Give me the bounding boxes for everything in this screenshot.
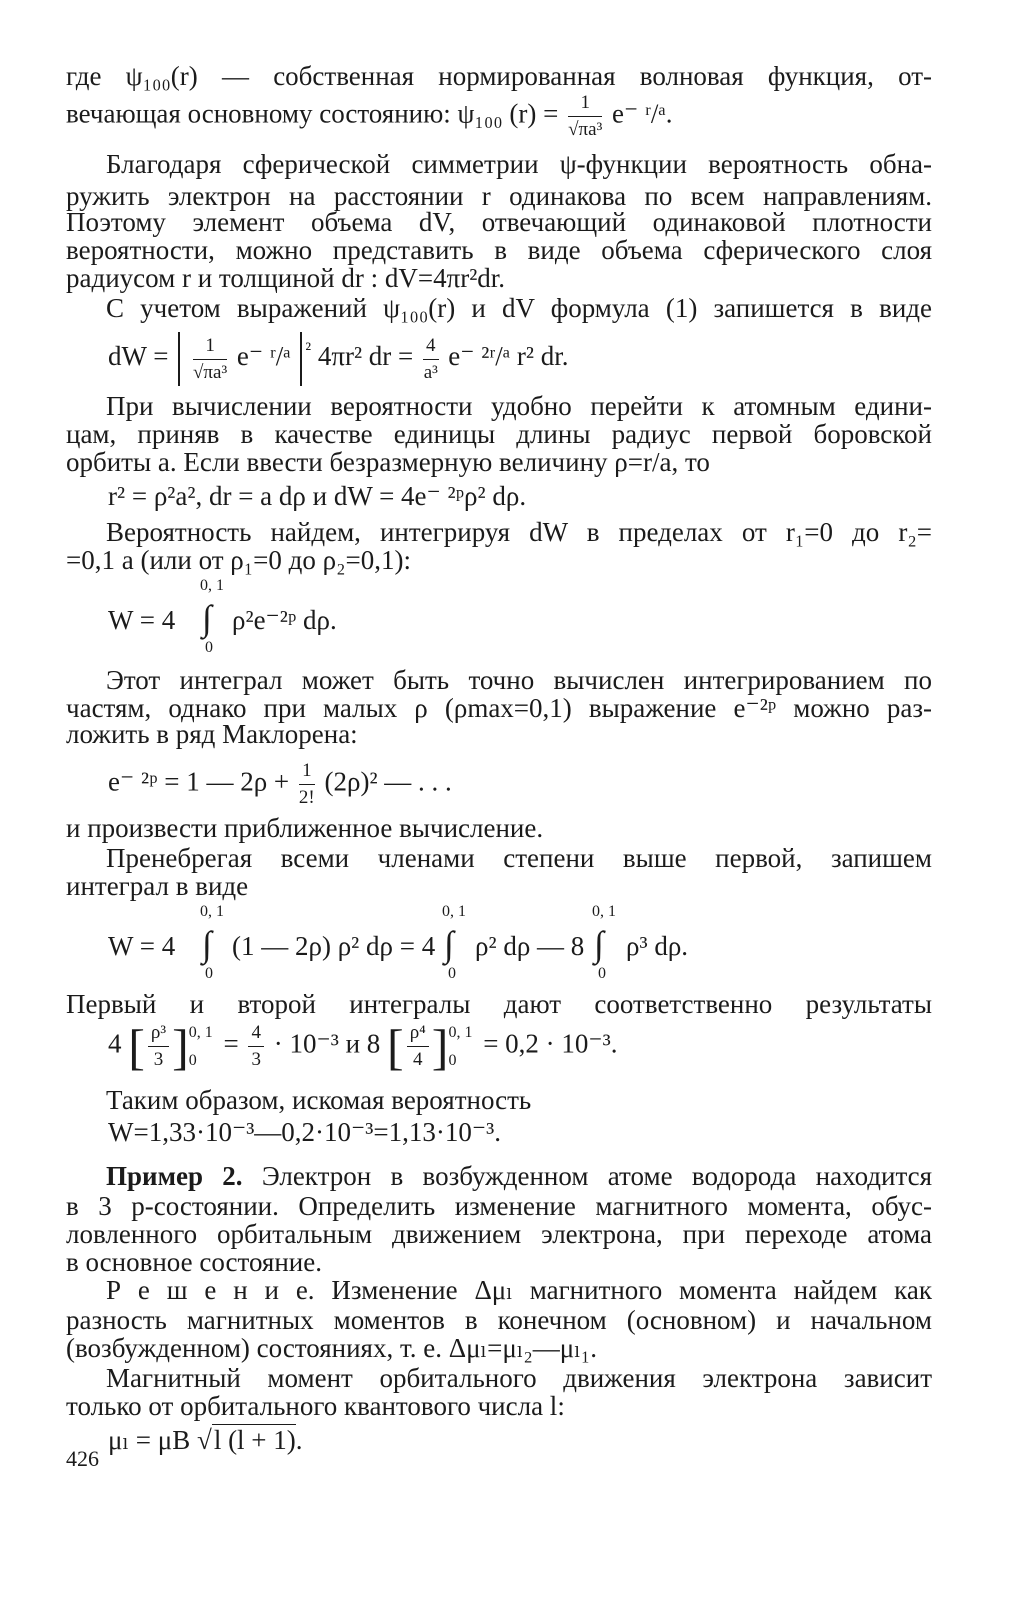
formula-exponent: ² xyxy=(305,339,312,361)
integral-upper-limit: 0, 1 xyxy=(200,577,224,594)
fraction xyxy=(299,758,315,811)
text-line: частям, однако при малых ρ (ρmax=0,1) выражение e⁻²ᵖ можно раз- xyxy=(66,693,932,723)
formula-results xyxy=(108,1020,618,1073)
text-line: Магнитный момент орбитального движения электрона зависит xyxy=(106,1363,932,1393)
integral-lower-limit: 0 xyxy=(205,965,213,982)
text-line: интеграл в виде xyxy=(66,871,249,901)
text-line: вероятности, можно представить в виде объема сферического слоя xyxy=(66,235,932,265)
fraction xyxy=(568,90,602,143)
formula-text: . xyxy=(295,1425,303,1455)
text-line: цам, приняв в качестве единицы длины радиус первой боровской xyxy=(66,419,932,449)
text-line: С учетом выражений ψ₁₀₀(r) и dV формула (1) запишется в виде xyxy=(106,293,932,323)
text-line: в основное состояние. xyxy=(66,1247,322,1277)
text-line: разность магнитных моментов в конечном (основном) и начальном xyxy=(66,1305,932,1335)
integral-lower-limit: 0 xyxy=(448,965,456,982)
integral-sign: ∫ xyxy=(594,924,604,964)
fraction-numerator: 1 xyxy=(299,758,315,785)
bracket-right: ] xyxy=(431,1018,449,1075)
text-line: Пренебрегая всеми членами степени выше первой, запишем xyxy=(106,843,932,873)
fraction xyxy=(423,333,439,386)
text-line: Поэтому элемент объема dV, отвечающий одинаковой плотности xyxy=(66,207,932,237)
formula-series xyxy=(108,758,452,811)
bracket-left: [ xyxy=(128,1018,145,1075)
integral-upper-limit: 0, 1 xyxy=(200,903,224,920)
fraction-numerator: ρ⁴ xyxy=(407,1020,429,1047)
page-number: 426 xyxy=(66,1446,99,1471)
fraction-numerator: 4 xyxy=(248,1020,264,1047)
formula-text: e⁻ ²ʳ/ᵃ r² dr. xyxy=(448,341,569,372)
abs-bar xyxy=(300,332,302,386)
example-heading-line xyxy=(106,1160,932,1192)
formula-text: W = 4 xyxy=(108,931,176,961)
formula-mu xyxy=(108,1424,303,1456)
integral-upper-limit: 0, 1 xyxy=(592,903,616,920)
evaluation-upper-limit: 0, 1 xyxy=(448,1023,473,1041)
fraction-denominator: 3 xyxy=(153,1049,164,1070)
evaluation-upper-limit: 0, 1 xyxy=(188,1023,213,1041)
text-line: ложить в ряд Маклорена: xyxy=(66,719,358,749)
fraction-denominator: 2! xyxy=(298,787,315,808)
formula-final: W=1,33·10⁻³—0,2·10⁻³=1,13·10⁻³. xyxy=(108,1117,501,1147)
formula-text: ρ²e⁻²ᵖ dρ. xyxy=(232,605,337,635)
solution-label: Р е ш е н и е. xyxy=(106,1275,315,1305)
formula-text: ρ³ dρ. xyxy=(626,931,689,961)
formula-text: (1 — 2ρ) ρ² dρ = 4 xyxy=(232,931,436,961)
fraction xyxy=(148,1020,169,1073)
text-line: Благодаря сферической симметрии ψ-функции вероятность обна- xyxy=(106,149,932,179)
text-line: Таким образом, искомая вероятность xyxy=(106,1085,532,1115)
formula-text: W = 4 xyxy=(108,605,176,635)
formula-text: = 0,2 · 10⁻³. xyxy=(483,1028,618,1059)
text-line: ловленного орбитальным движением электрона, при переходе атома xyxy=(66,1219,932,1249)
bracket-right: ] xyxy=(172,1018,189,1075)
radicand: l (l + 1) xyxy=(213,1425,296,1455)
fraction-denominator: 3 xyxy=(251,1049,261,1070)
fraction xyxy=(193,333,227,386)
integral-sign: ∫ xyxy=(444,924,454,964)
formula-dW xyxy=(108,332,568,386)
fraction-denominator: 4 xyxy=(412,1049,423,1070)
text-line: и произвести приближенное вычисление. xyxy=(66,813,544,843)
text-line: Вероятность найдем, интегрируя dW в пределах от r₁=0 до r₂= xyxy=(106,517,932,547)
text-line: в 3 p-состоянии. Определить изменение магнитного момента, обус- xyxy=(66,1191,932,1221)
text-fragment: Изменение Δμₗ магнитного момента найдем как xyxy=(331,1275,932,1305)
fraction-numerator: 1 xyxy=(568,90,602,117)
bracket-left: [ xyxy=(387,1018,404,1075)
formula-substitution: r² = ρ²a², dr = a dρ и dW = 4e⁻ ²ᵖρ² dρ. xyxy=(108,481,527,511)
formula-text: вечающая основному состоянию: ψ₁₀₀ (r) = xyxy=(66,98,559,129)
formula-text: ρ² dρ — 8 xyxy=(475,931,585,961)
evaluation-limits xyxy=(189,1023,213,1071)
text-line: Первый и второй интегралы дают соответственно результаты xyxy=(66,989,932,1019)
fraction-numerator: ρ³ xyxy=(148,1020,169,1047)
integral-lower-limit: 0 xyxy=(598,965,606,982)
formula-text: · 10⁻³ и 8 xyxy=(273,1028,381,1059)
evaluation-lower-limit: 0 xyxy=(188,1051,197,1069)
text-line: орбиты a. Если ввести безразмерную величину ρ=r/a, то xyxy=(66,447,710,477)
fraction-denominator: a³ xyxy=(423,361,438,383)
integral-lower-limit: 0 xyxy=(205,639,213,656)
integral-upper-limit: 0, 1 xyxy=(442,903,466,920)
integral-sign: ∫ xyxy=(202,598,212,638)
fraction-denominator: √πa³ xyxy=(568,119,603,140)
text-line: радиусом r и толщиной dr : dV=4πr²dr. xyxy=(66,263,506,293)
formula-text: e⁻ ²ᵖ = 1 — 2ρ + xyxy=(108,766,290,797)
fraction-numerator: 1 xyxy=(193,333,227,360)
formula-text: (2ρ)² — . . . xyxy=(324,766,452,797)
example-label: Пример 2. xyxy=(106,1161,243,1191)
text-line: только от орбитального квантового числа l: xyxy=(66,1391,565,1421)
text-line: (возбужденном) состояниях, т. е. Δμₗ=μₗ₂—μₗ₁. xyxy=(66,1333,597,1363)
solution-heading-line xyxy=(106,1274,932,1306)
text-line: =0,1 a (или от ρ₁=0 до ρ₂=0,1): xyxy=(66,545,411,575)
formula-text: μₗ = μB √ xyxy=(108,1425,212,1455)
text-line: Этот интеграл может быть точно вычислен интегрированием по xyxy=(106,665,932,695)
formula-text: = xyxy=(223,1028,239,1059)
formula-text: 4 xyxy=(108,1028,122,1059)
fraction-denominator: √πa³ xyxy=(192,361,228,383)
text-fragment: Электрон в возбужденном атоме водорода находится xyxy=(261,1161,933,1191)
formula-text: dW = xyxy=(108,341,169,372)
formula-text: e⁻ ʳ/ᵃ xyxy=(236,341,291,372)
abs-bar xyxy=(178,332,180,386)
fraction-numerator: 4 xyxy=(423,333,439,360)
fraction xyxy=(407,1020,429,1073)
fraction xyxy=(248,1020,264,1073)
formula-text: e⁻ ʳ/ᵃ. xyxy=(612,98,673,129)
evaluation-lower-limit: 0 xyxy=(448,1051,457,1069)
evaluation-limits xyxy=(448,1023,472,1071)
text-line: При вычислении вероятности удобно перейти к атомным едини- xyxy=(106,391,932,421)
text-line-with-formula xyxy=(66,90,673,143)
integral-sign: ∫ xyxy=(202,924,212,964)
text-line: ружить электрон на расстоянии r одинакова по всем направлениям. xyxy=(66,181,932,211)
text-line: где ψ₁₀₀(r) — собственная нормированная волновая функция, от- xyxy=(66,61,932,91)
formula-text: 4πr² dr = xyxy=(317,341,414,372)
